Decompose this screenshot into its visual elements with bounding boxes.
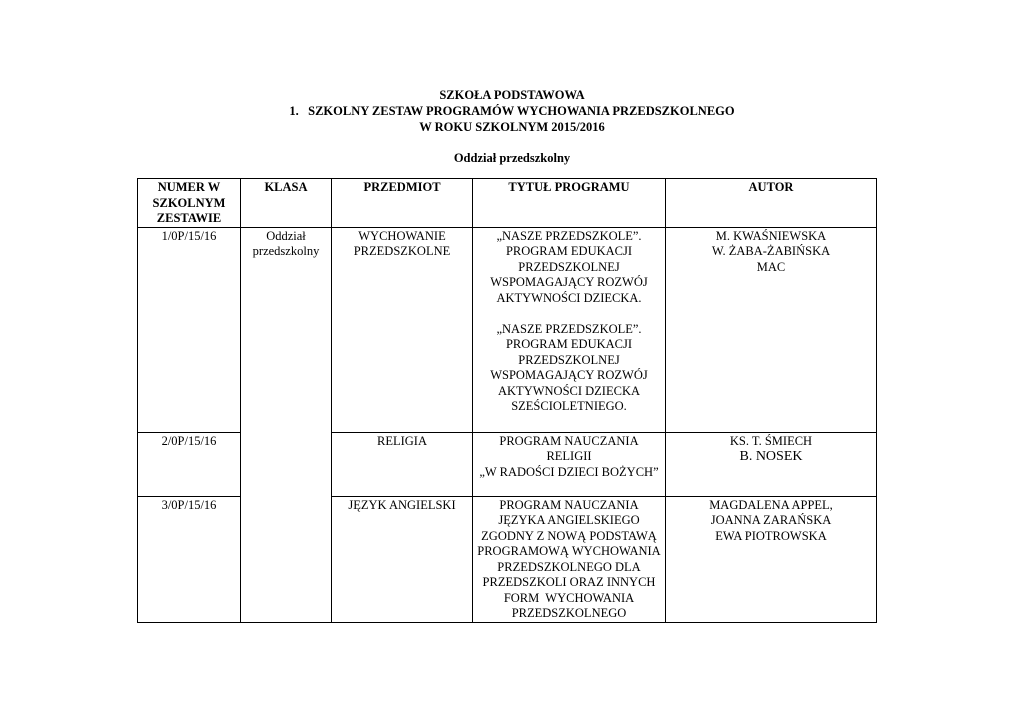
table-row [138,227,877,432]
program-title-cell [473,432,666,496]
subject-line: JĘZYK ANGIELSKI [348,497,456,512]
subject-cell [332,496,473,622]
program-title-line: ZGODNY Z NOWĄ PODSTAWĄ [481,528,657,543]
row-number: 2/0P/15/16 [138,432,241,496]
klasa-cell [241,227,332,622]
author-cell [666,432,877,496]
klasa-line: przedszkolny [252,244,320,258]
program-title-line: „W RADOŚCI DZIECI BOŻYCH” [479,464,659,479]
programs-table [137,178,877,623]
program-title-cell [473,496,666,622]
program-title-line: PROGRAM NAUCZANIA RELIGII [499,433,639,463]
program-title-line: PRZEDSZKOLNEGO DLA [497,559,641,574]
column-header-przedmiot: PRZEDMIOT [332,179,473,228]
program-title-line: FORM WYCHOWANIA [503,590,635,605]
author-line: JOANNA ZARAŃSKA [710,513,832,527]
program-title-line: PRZEDSZKOLNEJ [518,352,620,367]
school-year: W ROKU SZKOLNYM 2015/2016 [419,120,605,134]
column-header-number-line: SZKOLNYM [152,195,226,210]
subject-line: WYCHOWANIE [358,228,446,243]
subject-cell [332,227,473,432]
document-title: 1. SZKOLNY ZESTAW PROGRAMÓW WYCHOWANIA PRZEDSZKOLNEGO [289,104,735,118]
school-name: SZKOŁA PODSTAWOWA [439,88,585,102]
program-title-line: „NASZE PRZEDSZKOLE”. [496,321,642,336]
column-header-autor: AUTOR [666,179,877,228]
subject-line: RELIGIA [377,433,427,448]
program-title-line: PRZEDSZKOLI ORAZ INNYCH [482,575,656,589]
author-cell [666,496,877,622]
subject-line: PRZEDSZKOLNE [353,244,451,258]
program-title-line: PROGRAMOWĄ WYCHOWANIA [477,544,661,558]
column-header-tytul: TYTUŁ PROGRAMU [473,179,666,228]
author-line: W. ŻABA-ŻABIŃSKA [711,244,831,258]
section-subtitle: Oddział przedszkolny [453,151,571,165]
author-line: KS. T. ŚMIECH [729,433,813,448]
author-line: MAGDALENA APPEL, [709,497,833,512]
column-header-number [138,179,241,228]
program-title-line: AKTYWNOŚCI DZIECKA. [496,290,642,305]
program-title-line: PROGRAM EDUKACJI [505,244,633,258]
program-title-line: JĘZYKA ANGIELSKIEGO [498,513,640,527]
author-line: M. KWAŚNIEWSKA [715,228,827,243]
program-title-line: WSPOMAGAJĄCY ROZWÓJ [490,368,648,382]
program-title-line: PROGRAM NAUCZANIA [499,497,639,512]
program-title-line: „NASZE PRZEDSZKOLE”. [496,228,642,243]
program-title-line: SZEŚCIOLETNIEGO. [511,399,627,413]
author-line: EWA PIOTROWSKA [715,528,827,543]
program-title-line: WSPOMAGAJĄCY ROZWÓJ [490,275,648,289]
column-header-klasa: KLASA [241,179,332,228]
spacer [476,306,662,322]
row-number: 1/0P/15/16 [138,227,241,432]
program-title-line: AKTYWNOŚCI DZIECKA [498,383,640,398]
author-line: B. NOSEK [739,449,803,464]
column-header-number-line: ZESTAWIE [156,211,222,225]
column-header-number-line: NUMER W [157,180,221,194]
program-title-line: PRZEDSZKOLNEGO [511,606,627,620]
program-title-line: PRZEDSZKOLNEJ [518,259,620,274]
program-title-cell [473,227,666,432]
author-line: MAC [756,259,786,274]
table-header-row [138,179,877,228]
subject-cell [332,432,473,496]
program-title-line: PROGRAM EDUKACJI [505,337,633,351]
klasa-line: Oddział [266,228,306,243]
author-cell [666,227,877,432]
row-number: 3/0P/15/16 [138,496,241,622]
